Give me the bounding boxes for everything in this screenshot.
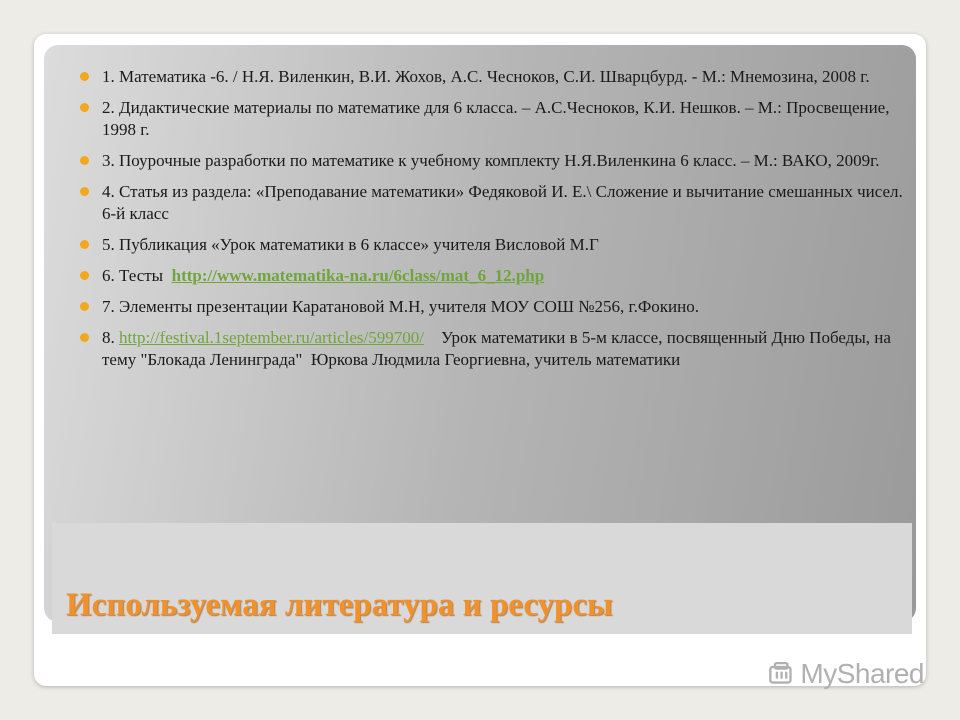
bullet-dot-icon	[80, 156, 89, 165]
page-title: Используемая литература и ресурсы	[66, 587, 613, 623]
reference-text: 2. Дидактические материалы по математике для 6 класса. – А.С.Чесноков, К.И. Нешков. – М.: Просвещение, 1998 г.	[102, 98, 890, 139]
watermark	[768, 654, 924, 694]
list-item	[80, 296, 910, 318]
reference-text: 7. Элементы презентации Каратановой М.Н, учителя МОУ СОШ №256, г.Фокино.	[102, 297, 699, 316]
reference-text: 1. Математика -6. / Н.Я. Виленкин, В.И. Жохов, А.С. Чесноков, С.И. Шварцбурд. - М.: Мнемозина, 2008 г.	[102, 67, 870, 86]
list-item	[80, 97, 910, 141]
myshared-logo-icon	[768, 657, 794, 691]
reference-text: 5. Публикация «Урок математики в 6 классе» учителя Висловой М.Г	[102, 235, 599, 254]
bullet-dot-icon	[80, 271, 89, 280]
reference-text: Урок математики в 5-м классе, посвященный Дню Победы, на тему "Блокада Ленинграда" Юркова Людмила Георгиевна, учитель математики	[102, 328, 896, 369]
list-item	[80, 234, 910, 256]
bullet-dot-icon	[80, 187, 89, 196]
festival-link[interactable]: http://festival.1september.ru/articles/599700/	[119, 328, 424, 347]
bullet-dot-icon	[80, 240, 89, 249]
list-item	[80, 181, 910, 225]
reference-text: 6. Тесты	[102, 266, 172, 285]
reference-text: 4. Статья из раздела: «Преподавание математики» Федяковой И. Е.\ Сложение и вычитание смешанных чисел. 6-й класс	[102, 182, 903, 223]
reference-list	[80, 66, 910, 380]
bullet-dot-icon	[80, 72, 89, 81]
bullet-dot-icon	[80, 103, 89, 112]
list-item	[80, 150, 910, 172]
list-item	[80, 327, 910, 371]
list-item	[80, 265, 910, 287]
watermark-text: MyShared	[800, 658, 924, 689]
bullet-dot-icon	[80, 333, 89, 342]
bullet-dot-icon	[80, 302, 89, 311]
list-item	[80, 66, 910, 88]
tests-link[interactable]: http://www.matematika-na.ru/6class/mat_6_12.php	[171, 266, 545, 285]
reference-text: 8.	[102, 328, 119, 347]
reference-text: 3. Поурочные разработки по математике к учебному комплекту Н.Я.Виленкина 6 класс. – М.: ВАКО, 2009г.	[102, 151, 880, 170]
